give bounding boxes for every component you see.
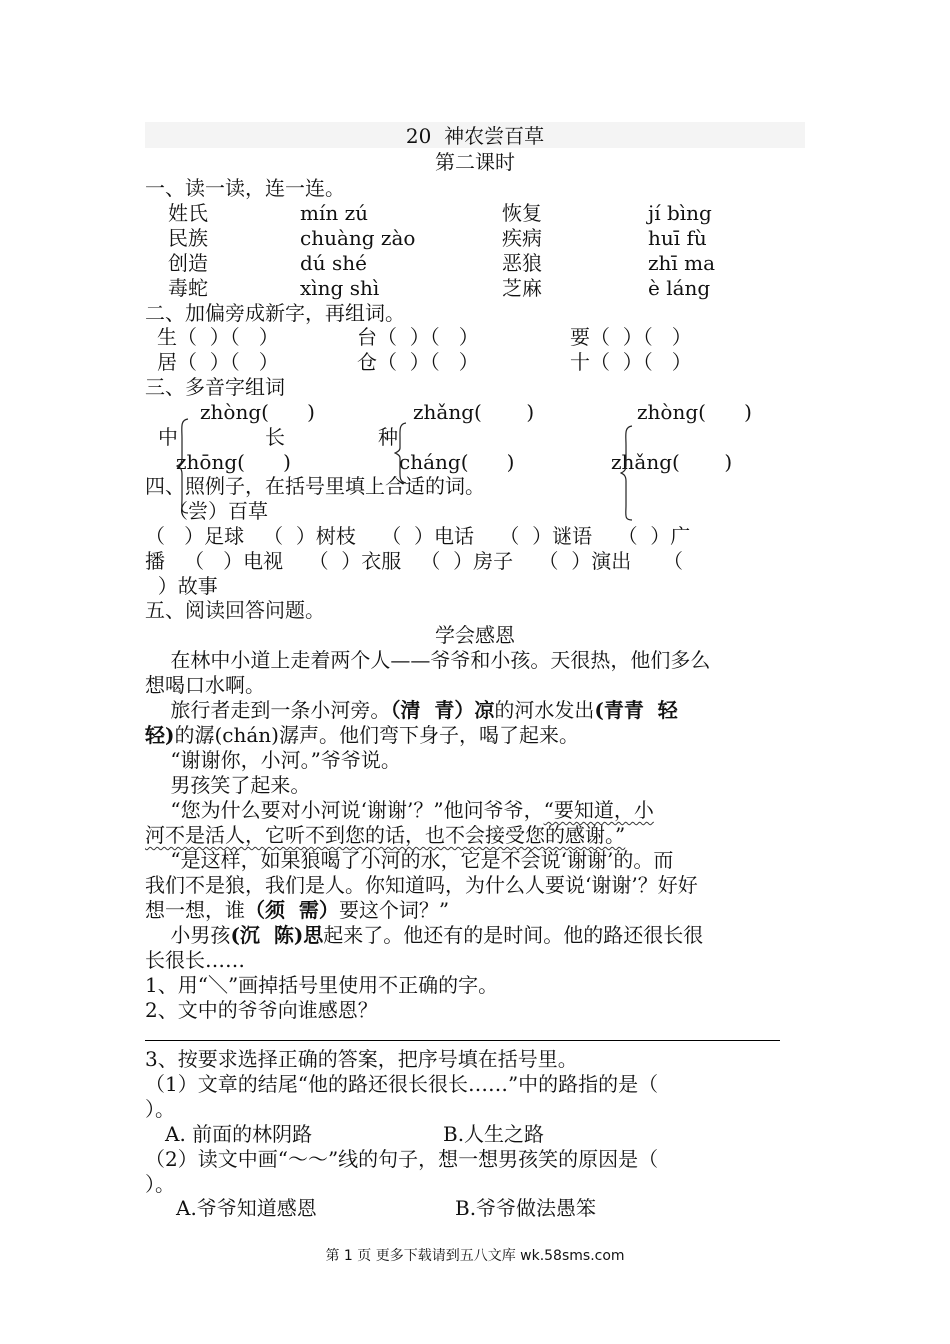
story-text: 小男孩 [145,923,231,947]
polyphone-reading: zhǎng( ) [413,400,535,424]
lesson-title: 20 神农尝百草 [405,124,545,148]
left-pinyin: xìng shì [300,276,380,300]
story-text: 要这个词？” [338,898,450,922]
radical-item: 生（ ）（ ） [157,325,279,349]
section2-title: 二、加偏旁成新字，再组词。 [145,301,405,325]
story-line: 想喝口水啊。 [145,673,265,697]
story-line [145,923,703,947]
polyphone-char: 种 [378,425,398,449]
example-phrase: （尝）百草 [168,499,268,523]
question-1: 1、用“＼”画掉括号里使用不正确的字。 [145,973,499,997]
story-line: 长很长…… [145,948,245,972]
choice-qing: （清 青）凉 [390,698,495,722]
option-a: A.爷爷知道感恩 [176,1196,317,1220]
left-pinyin: mín zú [300,201,369,225]
story-text: 起来了。他还有的是时间。他的路还很长很 [323,923,704,947]
choice-chen: (沉 陈)思 [230,923,324,947]
story-line: 我们不是狼，我们是人。你知道吗，为什么人要说‘谢谢’？好好 [145,873,698,897]
polyphone-reading: zhòng( ) [637,400,752,424]
polyphone-reading: zhòng( ) [200,400,315,424]
polyphone-char: 中 [158,425,178,449]
story-line [145,723,579,747]
section3-title: 三、多音字组词 [145,375,285,399]
section1-title: 一、读一读，连一连。 [145,176,345,200]
polyphone-char: 长 [265,425,285,449]
radical-item: 要（ ）（ ） [570,325,692,349]
left-word: 民族 [168,226,208,250]
story-text: 的潺(chán)潺声。他们弯下身子，喝了起来。 [174,723,579,747]
wavy-sentence: “要知道，小 [543,798,654,822]
right-pinyin: è láng [648,276,711,300]
fill-line: ）故事 [145,574,218,598]
section4-title: 四、照例子，在括号里填上合适的词。 [145,474,485,498]
choice-qingqing-end: 轻) [145,723,175,747]
answer-line[interactable] [145,1040,780,1041]
story-text: 的河水发出 [494,698,595,722]
left-brace-icon [620,425,634,521]
story-line [145,898,449,922]
left-word: 创造 [168,251,208,275]
question-3-2: （2）读文中画“～～”线的句子，想一想男孩笑的原因是（ [145,1147,659,1171]
question-3-1-cont: ）。 [145,1097,175,1121]
story-line [145,798,654,822]
radical-item: 仓（ ）（ ） [357,350,479,374]
fill-line: 播 （ ）电视 （ ）衣服 （ ）房子 （ ）演出 （ [145,549,684,573]
story-line: “谢谢你，小河。”爷爷说。 [145,748,401,772]
page-footer: 第 1 页 更多下载请到五八文库 wk.58sms.com [325,1248,625,1264]
question-3: 3、按要求选择正确的答案，把序号填在括号里。 [145,1047,578,1071]
left-word: 姓氏 [168,201,208,225]
option-b: B.人生之路 [443,1122,545,1146]
section5-title: 五、阅读回答问题。 [145,598,325,622]
story-line [145,698,678,722]
choice-qingqing: (青青 轻 [594,698,678,722]
radical-item: 台（ ）（ ） [357,325,479,349]
right-word: 恶狼 [502,251,542,275]
story-text: 想一想，谁 [145,898,245,922]
wavy-sentence: 河不是活人，它听不到您的话，也不会接受您的感谢。” [145,823,626,847]
option-b: B.爷爷做法愚笨 [455,1196,597,1220]
polyphone-reading: cháng( ) [399,450,515,474]
right-word: 疾病 [502,226,542,250]
right-pinyin: jí bìng [648,201,712,225]
lesson-subtitle: 第二课时 [435,150,515,174]
right-pinyin: zhī ma [648,251,716,275]
option-a: A. 前面的林阴路 [165,1122,313,1146]
left-pinyin: dú shé [300,251,368,275]
left-pinyin: chuàng zào [300,226,416,250]
question-3-2-cont: ）。 [145,1172,175,1196]
right-pinyin: huī fù [648,226,707,250]
right-word: 恢复 [502,201,542,225]
fill-line: （ ）足球 （ ）树枝 （ ）电话 （ ）谜语 （ ）广 [145,524,691,548]
polyphone-reading: zhōng( ) [176,450,291,474]
right-word: 芝麻 [502,276,542,300]
story-text: 旅行者走到一条小河旁。 [145,698,391,722]
radical-item: 居（ ）（ ） [157,350,279,374]
polyphone-reading: zhǎng( ) [611,450,733,474]
story-line: “是这样，如果狼喝了小河的水，它是不会说‘谢谢’的。而 [145,848,674,872]
radical-item: 十（ ）（ ） [570,350,692,374]
story-title: 学会感恩 [435,623,515,647]
story-line: 在林中小道上走着两个人——爷爷和小孩。天很热，他们多么 [145,648,711,672]
left-word: 毒蛇 [168,276,208,300]
question-3-1: （1）文章的结尾“他的路还很长很长……”中的路指的是（ [145,1072,659,1096]
question-2: 2、文中的爷爷向谁感恩？ [145,998,378,1022]
story-line: 男孩笑了起来。 [145,773,311,797]
story-text: “您为什么要对小河说‘谢谢’？”他问爷爷， [145,798,544,822]
choice-xu: （须 需） [245,898,339,922]
